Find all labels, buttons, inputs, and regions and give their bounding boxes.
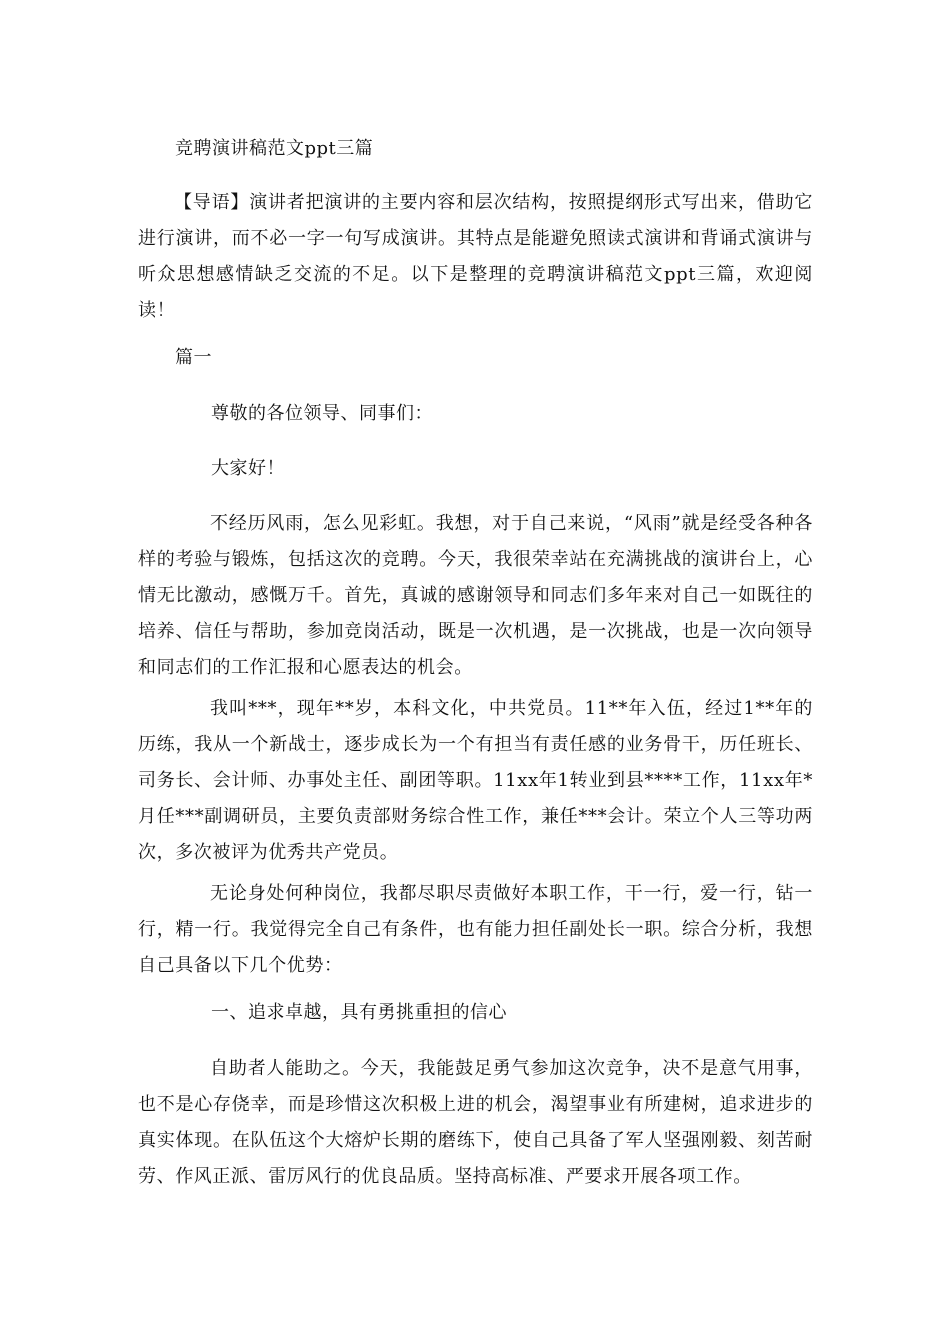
subheading: 一、追求卓越，具有勇挑重担的信心 [211,1002,507,1023]
body-paragraph-2: 我叫***，现年**岁，本科文化，中共党员。11**年入伍，经过1**年的历练，我从一个新战士，逐步成长为一个有担当有责任感的业务骨干，历任班长、司务长、会计师、办事处主任、副团等职。11xx年1转业到县****工作，11xx年*月任***副调研员，主要负责部财务综合性工作，兼任***会计。荣立个人三等功两次，多次被评为优秀共产党员。 [138,698,813,863]
intro-paragraph: 【导语】演讲者把演讲的主要内容和层次结构，按照提纲形式写出来，借助它进行演讲，而不必一字一句写成演讲。其特点是能避免照读式演讲和背诵式演讲与听众思想感情缺乏交流的不足。以下是整理的竞聘演讲稿范文ppt三篇，欢迎阅读！ [138,192,813,321]
body-paragraph-1: 不经历风雨，怎么见彩虹。我想，对于自己来说，“风雨”就是经受各种各样的考验与锻炼，包括这次的竞聘。今天，我很荣幸站在充满挑战的演讲台上，心情无比激动，感慨万千。首先，真诚的感谢领导和同志们多年来对自己一如既往的培养、信任与帮助，参加竞岗活动，既是一次机遇，是一次挑战，也是一次向领导和同志们的工作汇报和心愿表达的机会。 [138,513,813,678]
document-title: 竞聘演讲稿范文ppt三篇 [175,138,374,159]
greeting: 大家好！ [211,458,285,479]
salutation: 尊敬的各位领导、同事们： [211,403,433,424]
body-paragraph-3: 无论身处何种岗位，我都尽职尽责做好本职工作，干一行，爱一行，钻一行，精一行。我觉得完全自己有条件，也有能力担任副处长一职。综合分析，我想自己具备以下几个优势： [138,883,813,976]
body-paragraph-4: 自助者人能助之。今天，我能鼓足勇气参加这次竞争，决不是意气用事，也不是心存侥幸，而是珍惜这次积极上进的机会，渴望事业有所建树，追求进步的真实体现。在队伍这个大熔炉长期的磨练下，使自己具备了军人坚强刚毅、刻苦耐劳、作风正派、雷厉风行的优良品质。坚持高标准、严要求开展各项工作。 [138,1058,813,1187]
section-label: 篇一 [175,347,212,368]
